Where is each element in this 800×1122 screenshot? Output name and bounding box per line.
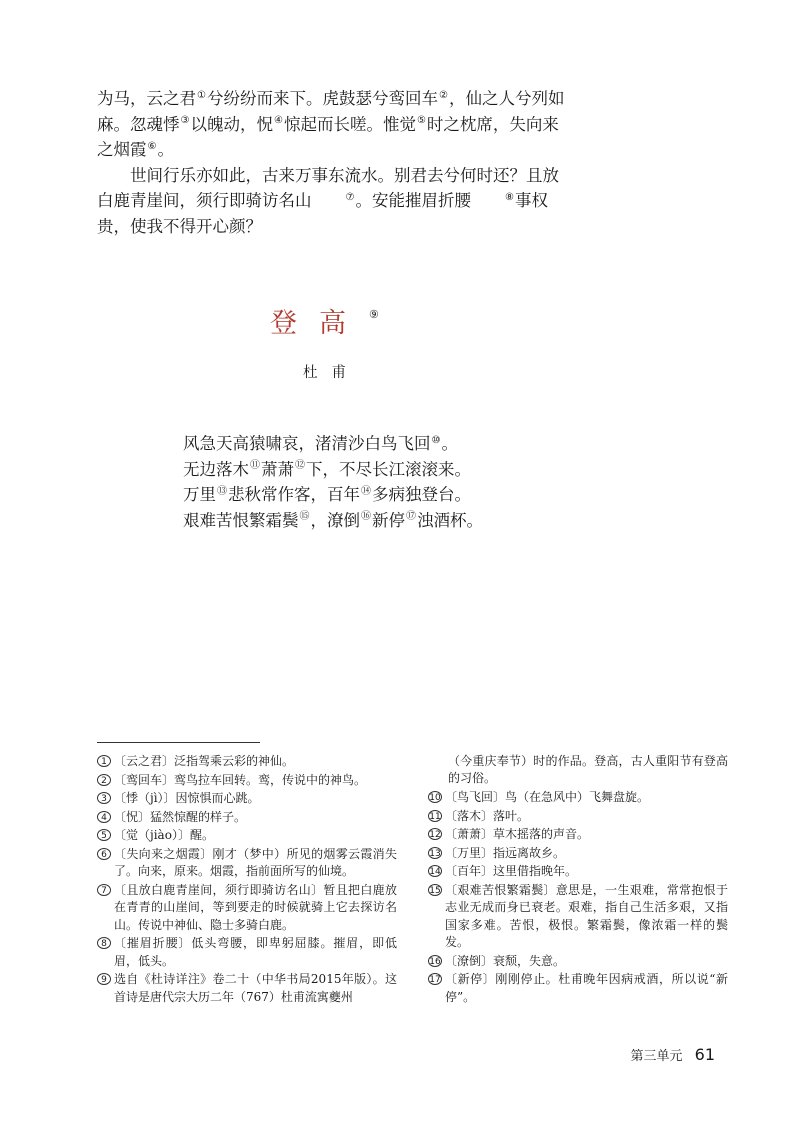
footnotes-left-column [97,753,397,1007]
footnote-number: 3 [97,792,111,804]
footnote: 9 选自《杜诗详注》卷二十（中华书局2015年版）。这首诗是唐代宗大历二年（767）杜甫流寓夔州 [97,971,397,1006]
footnote-number: 16 [429,956,441,967]
footnote-number: 10 [429,793,441,803]
footnote: 2 〔鸾回车〕鸾鸟拉车回转。鸾，传说中的神鸟。 [97,772,397,789]
footnote: 16 〔潦倒〕衰颓，失意。 [429,953,566,968]
footnote-number: 9 [97,973,111,985]
poem-author: 杜甫 [303,365,360,381]
footnote-number: 14 [429,867,441,878]
footnote: 6 〔失向来之烟霞〕刚才（梦中）所见的烟雾云霞消失了。向来，原来。烟霞，指前面所写的仙境。 [97,846,397,881]
poem-line: 万里⑬悲秋常作客，百年⑭多病独登台。 [183,485,471,504]
prose-paragraph-2: 世间行乐亦如此，古来万事东流水。别君去兮何时还？且放白鹿青崖间，须行即骑访名山 ⑦。安能摧眉折腰 ⑧事权贵，使我不得开心颜？ [97,165,559,236]
footnote: 10 〔鸟飞回〕鸟（在急风中）飞舞盘旋。 [429,790,650,804]
footnote: 7 〔且放白鹿青崖间，须行即骑访名山〕暂且把白鹿放在青青的山崖间，等到要走的时候就骑上它去探访名山。传说中神仙、隐士多骑白鹿。 [97,882,397,934]
footnote: 4 〔怳〕猛然惊醒的样子。 [97,809,397,826]
footnote: 12 〔萧萧〕草木摇落的声音。 [429,827,590,842]
footnote-number: 12 [429,830,441,841]
poem-line: 艰难苦恨繁霜鬓⑮，潦倒⑯新停⑰浊酒杯。 [183,510,483,530]
footnote-number: 11 [429,811,441,822]
footnote-number: 17 [429,975,441,986]
footnote: 17 〔新停〕刚刚停止。杜甫晚年因病戒酒，所以说“新停”。 [429,972,728,1004]
footnote-number: 8 [97,937,111,949]
footnotes-right-column [428,753,728,1007]
footnote: 13 〔万里〕指远离故乡。 [429,845,566,860]
prose-paragraph-1: 为马，云之君①兮纷纷而来下。虎鼓瑟兮鸾回车②，仙之人兮列如麻。忽魂悸③以魄动，怳④惊起而长嗟。惟觉⑤时之枕席，失向来之烟霞⑥。 [97,89,565,159]
footnote-number: 7 [97,884,111,896]
footnote-number: 6 [97,848,111,860]
footnote-number: 4 [97,811,111,823]
footnote-number: 2 [97,774,111,786]
footnote: 3 〔悸（jì）〕因惊惧而心跳。 [97,790,397,807]
footnote-number: 5 [97,829,111,841]
footnote: 8 〔摧眉折腰〕低头弯腰，即卑躬屈膝。摧眉，即低眉，低头。 [97,935,397,970]
footnote: 14 〔百年〕这里借指晚年。 [429,864,578,879]
footnote: 15 〔艰难苦恨繁霜鬓〕意思是，一生艰难，常常抱恨于志业无成而身已衰老。艰难，指自己生活多艰，又指国家多难。苦恨，极恨。繁霜鬓，像浓霜一样的鬓发。 [429,882,728,950]
poem-line: 风急天高猿啸哀，渚清沙白鸟飞回⑩。 [183,434,458,453]
prose-section [97,86,567,239]
footnote-number: 13 [429,848,441,859]
page-number: 61 [694,1045,715,1064]
page-footer [630,1045,715,1064]
poem-line: 无边落木⑪萧萧⑫下，不尽长江滚滚来。 [183,459,471,479]
footnote: 11 〔落木〕落叶。 [429,808,530,823]
footnote: 1 〔云之君〕泛指驾乘云彩的神仙。 [97,753,397,770]
footnote-divider [97,742,260,743]
poem-body [183,431,623,533]
footnote-continuation: （今重庆奉节）时的作品。登高，古人重阳节有登高的习俗。 [448,754,728,786]
footnote-number: 1 [97,755,111,767]
poem-title: 登高⑨ [270,308,379,339]
footnote: 5 〔觉（jiào）〕醒。 [97,827,397,844]
unit-label: 第三单元 [630,1049,683,1064]
footnote-number: 15 [429,885,441,896]
